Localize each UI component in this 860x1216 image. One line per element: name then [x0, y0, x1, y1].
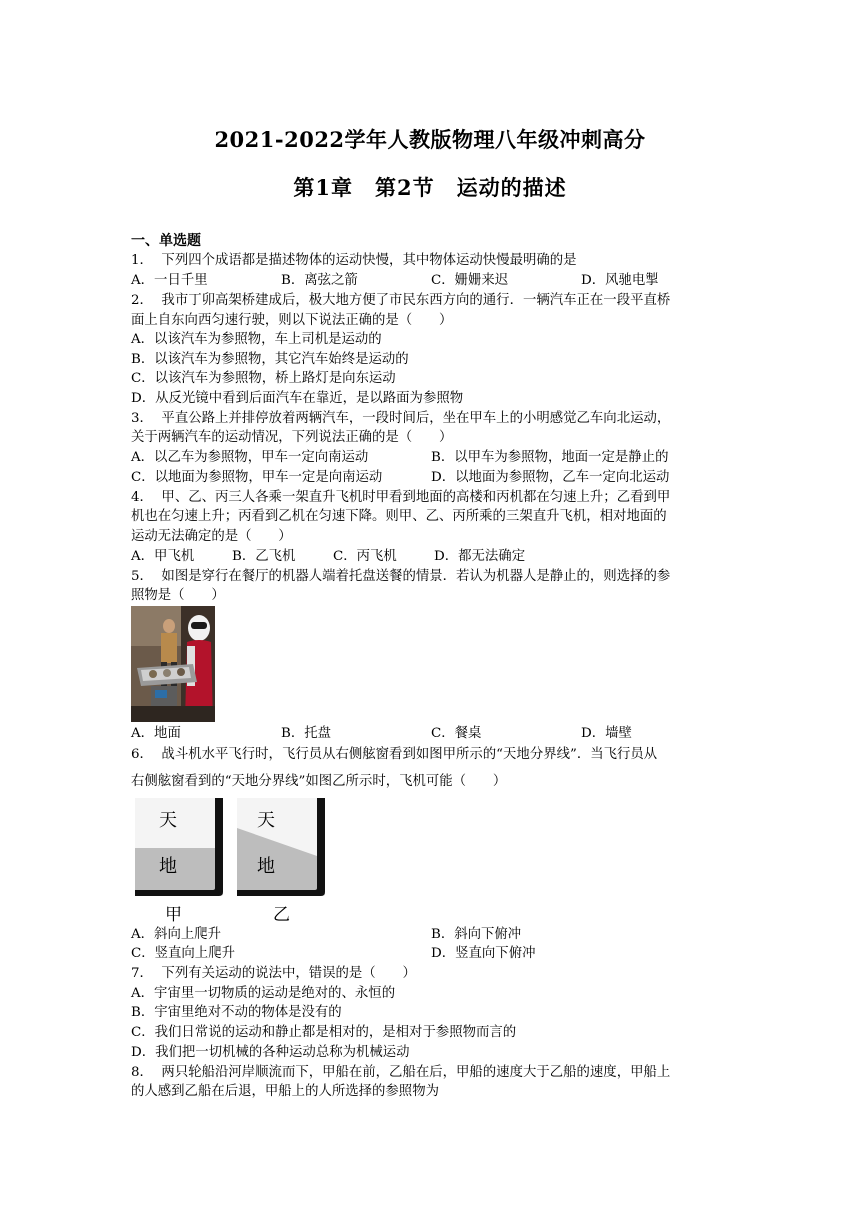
q4-stem-cont: 机也在匀速上升；丙看到乙机在匀速下降。则甲、乙、丙所乘的三架直升飞机，相对地面的 [131, 509, 667, 524]
q1-option-d: D．风驰电掣 [581, 273, 659, 288]
q6-option-b: B．斜向下俯冲 [431, 927, 522, 942]
q3-option-a: A．以乙车为参照物，甲车一定向南运动 [131, 450, 369, 465]
fig-b-caption: 乙 [273, 905, 290, 925]
fig-a-ground-label: 地 [159, 856, 177, 877]
q3-option-d: D．以地面为参照物，乙车一定向北运动 [431, 470, 670, 485]
q5-stem-cont: 照物是（ ） [131, 588, 225, 603]
q4-option-b: B．乙飞机 [232, 549, 296, 564]
q6-stem-cont: 右侧舷窗看到的“天地分界线”如图乙所示时，飞机可能（ ） [131, 774, 507, 789]
q7-option-c: C．我们日常说的运动和静止都是相对的，是相对于参照物而言的 [131, 1025, 517, 1040]
q7-stem: 7． 下列有关运动的说法中，错误的是（ ） [131, 966, 416, 981]
q5-option-d: D．墙壁 [581, 726, 632, 741]
q3-option-b: B．以甲车为参照物，地面一定是静止的 [431, 450, 669, 465]
section-heading: 一、单选题 [131, 233, 201, 249]
q1-stem: 1． 下列四个成语都是描述物体的运动快慢，其中物体运动快慢最明确的是 [131, 253, 577, 268]
q2-option-c: C．以该汽车为参照物，桥上路灯是向东运动 [131, 371, 396, 386]
q7-option-a: A．宇宙里一切物质的运动是绝对的、永恒的 [131, 986, 396, 1001]
q5-option-b: B．托盘 [281, 726, 332, 741]
q4-option-c: C．丙飞机 [333, 549, 397, 564]
q4-stem: 4． 甲、乙、丙三人各乘一架直升飞机时甲看到地面的高楼和丙机都在匀速上升；乙看到甲 [131, 490, 671, 505]
fig-b-ground-label: 地 [257, 856, 275, 877]
q3-stem: 3． 平直公路上并排停放着两辆汽车，一段时间后，坐在甲车上的小明感觉乙车向北运动， [131, 411, 671, 426]
fig-b-sky-label: 天 [257, 810, 275, 831]
q8-stem-cont: 的人感到乙船在后退，甲船上的人所选择的参照物为 [131, 1084, 439, 1099]
fig-a-sky-label: 天 [159, 810, 177, 831]
q2-option-a: A．以该汽车为参照物，车上司机是运动的 [131, 332, 382, 347]
q1-option-a: A．一日千里 [131, 273, 208, 288]
q2-stem-cont: 面上自东向西匀速行驶，则以下说法正确的是（ ） [131, 313, 453, 328]
q8-stem: 8． 两只轮船沿河岸顺流而下，甲船在前，乙船在后，甲船的速度大于乙船的速度，甲船上 [131, 1065, 671, 1080]
q3-option-c: C．以地面为参照物，甲车一定是向南运动 [131, 470, 383, 485]
q2-option-d: D．从反光镜中看到后面汽车在靠近，是以路面为参照物 [131, 391, 464, 406]
q7-option-d: D．我们把一切机械的各种运动总称为机械运动 [131, 1045, 410, 1060]
page-title: 2021-2022学年人教版物理八年级冲刺高分 [214, 127, 646, 152]
q5-option-a: A．地面 [131, 726, 181, 741]
q1-option-b: B．离弦之箭 [281, 273, 358, 288]
q6-stem: 6． 战斗机水平飞行时，飞行员从右侧舷窗看到如图甲所示的“天地分界线”．当飞行员从 [131, 747, 658, 762]
q6-option-c: C．竖直向上爬升 [131, 946, 235, 961]
q4-option-d: D．都无法确定 [434, 549, 526, 564]
fig-a-caption: 甲 [165, 905, 182, 925]
q5-stem: 5． 如图是穿行在餐厅的机器人端着托盘送餐的情景．若认为机器人是静止的，则选择的参 [131, 569, 671, 584]
robot-waiter-photo [131, 606, 215, 722]
q4-stem-cont2: 运动无法确定的是（ ） [131, 529, 292, 544]
q4-option-a: A．甲飞机 [131, 549, 195, 564]
q5-option-c: C．餐桌 [431, 726, 482, 741]
q6-option-a: A．斜向上爬升 [131, 927, 222, 942]
q3-stem-cont: 关于两辆汽车的运动情况，下列说法正确的是（ ） [131, 430, 453, 445]
q1-option-c: C．姗姗来迟 [431, 273, 509, 288]
q6-option-d: D．竖直向下俯冲 [431, 946, 536, 961]
q2-option-b: B．以该汽车为参照物，其它汽车始终是运动的 [131, 352, 409, 367]
page-subtitle: 第1章 第2节 运动的描述 [293, 175, 567, 200]
horizon-figure [131, 796, 331, 924]
q2-stem: 2． 我市丁卯高架桥建成后，极大地方便了市民东西方向的通行．一辆汽车正在一段平直桥 [131, 293, 671, 308]
q7-option-b: B．宇宙里绝对不动的物体是没有的 [131, 1005, 342, 1020]
